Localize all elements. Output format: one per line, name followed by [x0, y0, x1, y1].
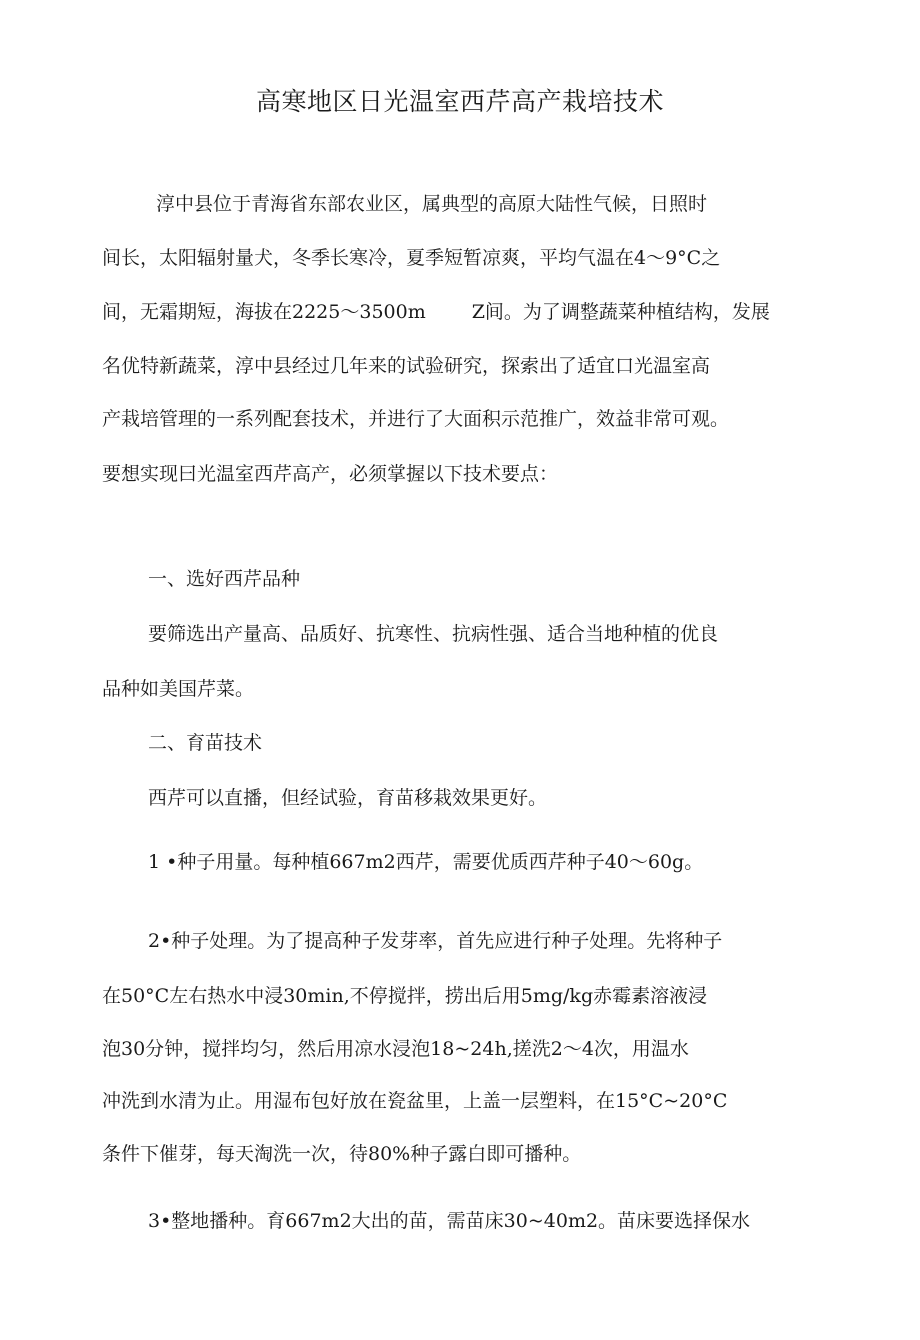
intro-line-5: 产栽培管理的一系列配套技术，并进行了大面积示范推广，效益非常可观。 [102, 408, 730, 430]
section2-item-2-line-3: 泡30分钟，搅拌均匀，然后用凉水浸泡18~24h,搓洗2〜4次，用温水 [102, 1038, 689, 1060]
section2-item-2-line-4: 冲洗到水清为止。用湿布包好放在瓷盆里，上盖一层塑料，在15°C~20°C [102, 1090, 728, 1112]
section1-heading: 一、选好西芹品种 [148, 568, 301, 590]
section2-item-2-line-1: 2•种子处理。为了提高种子发芽率，首先应进行种子处理。先将种子 [148, 930, 723, 952]
section2-item-2-line-2: 在50°C左右热水中浸30min,不停搅拌，捞出后用5mg/kg赤霉素溶液浸 [102, 985, 708, 1007]
section2-item-2-line-5: 条件下催芽，每天淘洗一次，待80%种子露白即可播种。 [102, 1143, 582, 1165]
section2-heading: 二、育苗技术 [148, 732, 263, 754]
section1-line-1: 要筛选出产量高、品质好、抗寒性、抗病性强、适合当地种植的优良 [148, 623, 719, 645]
intro-line-3-part-a: 间，无霜期短，海拔在2225〜3500m [102, 301, 426, 323]
intro-line-4: 名优特新蔬菜，淳中县经过几年来的试验研究，探索出了适宜口光温室高 [102, 355, 711, 377]
intro-line-2: 间长，太阳辐射量犬，冬季长寒冷，夏季短暂凉爽，平均气温在4〜9°C之 [102, 247, 721, 269]
section2-item-3: 3•整地播种。育667m2大出的苗，需苗床30~40m2。苗床要选择保水 [148, 1210, 751, 1232]
intro-line-3 [102, 297, 770, 327]
intro-line-6: 要想实现曰光温室西芹高产，必须掌握以下技术要点： [102, 463, 559, 485]
section1-line-2: 品种如美国芹菜。 [102, 678, 255, 700]
section2-intro: 西芹可以直播，但经试验，育苗移栽效果更好。 [148, 787, 548, 809]
intro-line-3-part-b: Z间。为了调整蔬菜种植结构，发展 [471, 301, 770, 323]
section2-item-1: 1 •种子用量。每种植667m2西芹，需要优质西芹种子40〜60g。 [148, 851, 704, 873]
intro-line-1: 淳中县位于青海省东部农业区，属典型的高原大陆性气候，日照时 [156, 193, 708, 215]
document-title: 高寒地区日光温室西芹高产栽培技术 [255, 87, 664, 116]
